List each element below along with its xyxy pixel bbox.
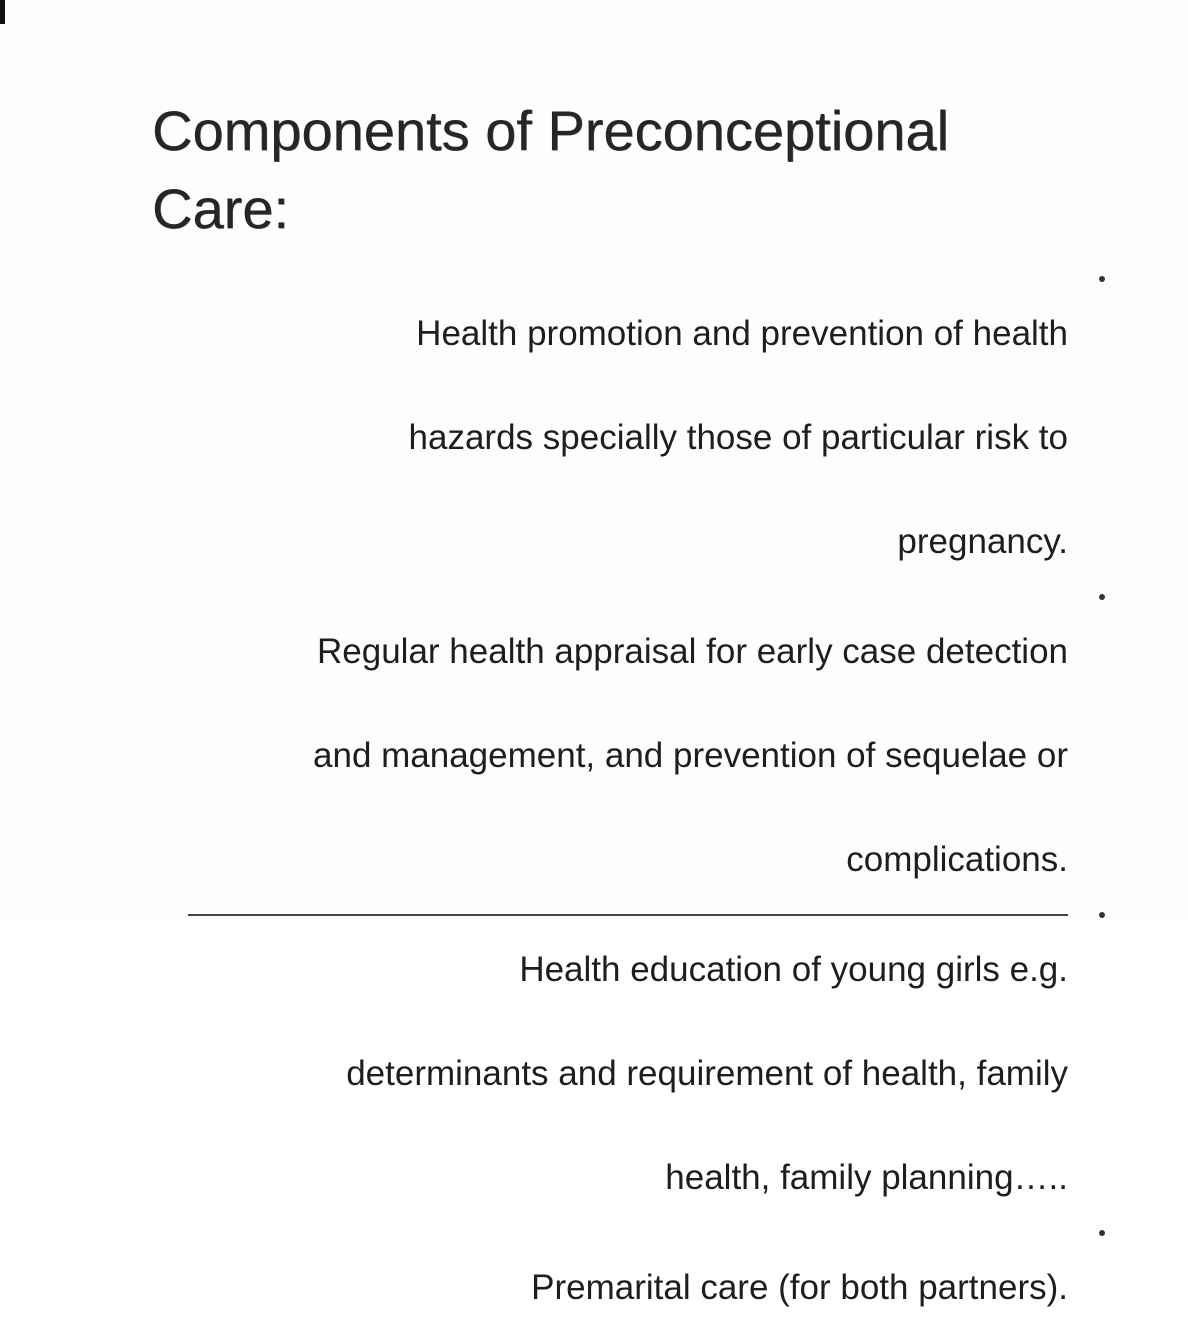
bullet-dot-icon [1099,276,1105,282]
bullet-dot-icon [1099,594,1105,600]
bullet-line: and management, and prevention of sequelae or [313,736,1068,775]
bullet-line: Premarital care (for both partners). [531,1268,1068,1307]
slide-title [152,92,949,248]
bullet-line: Regular health appraisal for early case detection [317,632,1068,671]
bullet-item-health-education [150,892,1110,1204]
bullet-item-health-appraisal [150,574,1110,886]
title-line-2: Care: [152,177,289,240]
bullet-line: complications. [846,840,1068,879]
scan-corner-mark [0,0,5,24]
bullet-list [150,256,1110,1320]
bullet-text [150,256,1068,568]
bullet-dot-icon [1099,912,1105,918]
page-bottom-line [188,914,1068,916]
bullet-line: determinants and requirement of health, family [346,1054,1068,1093]
bullet-dot-icon [1099,1230,1105,1236]
bullet-line: pregnancy. [897,522,1068,561]
bullet-line: Health promotion and prevention of health [416,314,1068,353]
bullet-item-premarital-care [150,1210,1110,1314]
bullet-text [150,1210,1068,1314]
bullet-line: hazards specially those of particular risk to [408,418,1068,457]
bullet-text [150,892,1068,1204]
bullet-item-health-promotion [150,256,1110,568]
bullet-line: Health education of young girls e.g. [519,950,1068,989]
bullet-text [150,574,1068,886]
bullet-line: health, family planning….. [665,1158,1068,1197]
title-line-1: Components of Preconceptional [152,99,949,162]
